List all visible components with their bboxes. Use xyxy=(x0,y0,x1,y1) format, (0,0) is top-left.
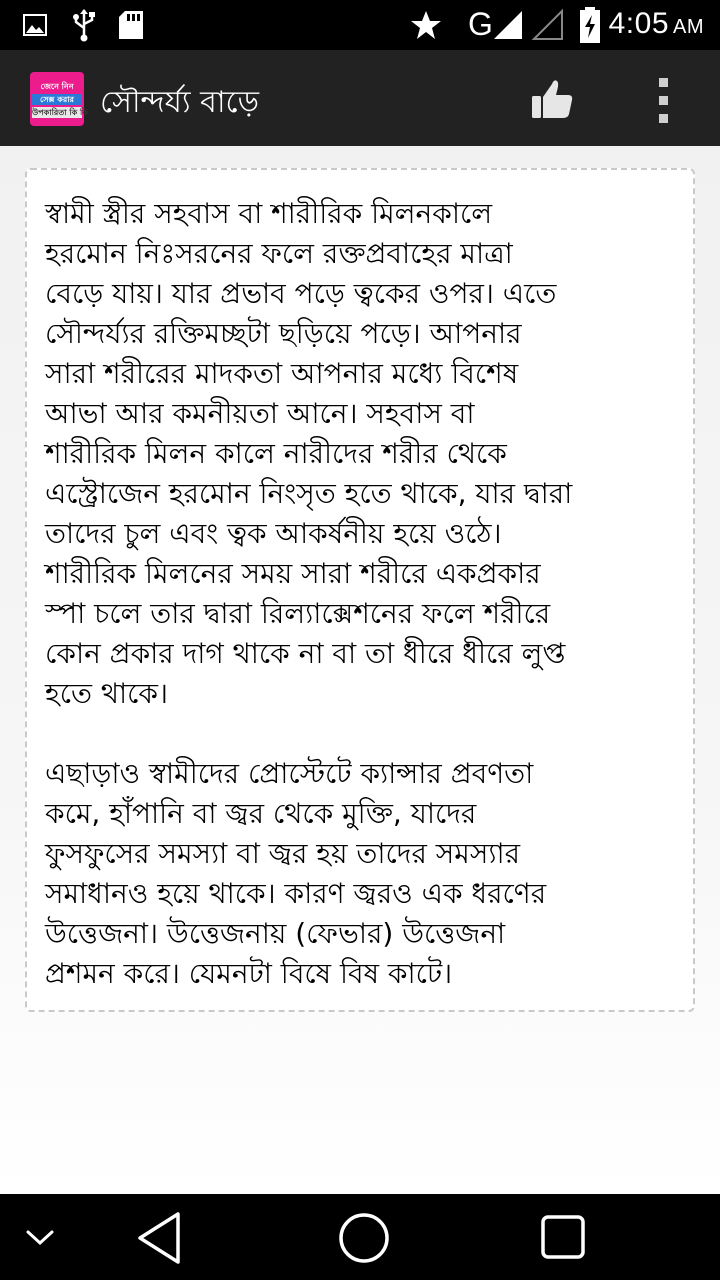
clock-time: 4:05 xyxy=(608,7,669,40)
app-icon-line-1: জেনে নিন xyxy=(32,81,82,92)
paragraph-1-line: সৌন্দর্য্যর রক্তিমচ্ছটা ছড়িয়ে পড়ে। আপনার xyxy=(45,317,522,350)
image-notification-icon xyxy=(22,12,48,38)
clock xyxy=(609,7,704,41)
app-icon[interactable] xyxy=(30,72,88,126)
hide-keyboard-chevron-icon[interactable] xyxy=(24,1224,56,1250)
content-area[interactable] xyxy=(0,146,720,1194)
navigation-bar xyxy=(0,1194,720,1280)
article-paragraph-1 xyxy=(45,194,679,714)
recents-square-icon[interactable] xyxy=(538,1212,588,1262)
star-icon xyxy=(410,9,442,41)
paragraph-1-line: তাদের চুল এবং ত্বক আকর্ষনীয় হয়ে ওঠে। xyxy=(45,517,502,550)
back-triangle-icon[interactable] xyxy=(134,1210,186,1266)
clock-ampm: AM xyxy=(673,16,704,38)
overflow-menu-icon[interactable] xyxy=(650,76,678,126)
network-type-label: G xyxy=(468,6,493,42)
article-paragraph-2 xyxy=(45,754,679,994)
paragraph-1-line: বেড়ে যায়। যার প্রভাব পড়ে ত্বকের ওপর। এতে xyxy=(45,277,557,310)
paragraph-1-line: আভা আর কমনীয়তা আনে। সহবাস বা xyxy=(45,397,475,430)
paragraph-1-line: কোন প্রকার দাগ থাকে না বা তা ধীরে ধীরে লুপ্ত xyxy=(45,637,566,670)
status-bar xyxy=(0,0,720,50)
signal-icon xyxy=(492,10,524,40)
action-bar xyxy=(0,50,720,146)
sd-card-icon xyxy=(118,10,144,40)
thumbs-up-icon[interactable] xyxy=(528,76,576,124)
paragraph-2-line: সমাধানও হয়ে থাকে। কারণ জ্বরও এক ধরণের xyxy=(45,877,547,910)
home-circle-icon[interactable] xyxy=(336,1210,392,1266)
paragraph-1-line: শারীরিক মিলনের সময় সারা শরীরে একপ্রকার xyxy=(45,557,541,590)
paragraph-1-line: এস্ট্রোজেন হরমোন নিংসৃত হতে থাকে, যার দ্বারা xyxy=(45,477,573,510)
paragraph-2-line: ফুসফুসের সমস্যা বা জ্বর হয় তাদের সমস্যার xyxy=(45,837,520,870)
paragraph-1-line: স্বামী স্ত্রীর সহবাস বা শারীরিক মিলনকালে xyxy=(45,197,493,230)
app-icon-line-2: সেক্স করার xyxy=(32,94,82,105)
paragraph-1-line: হরমোন নিঃসরনের ফলে রক্তপ্রবাহের মাত্রা xyxy=(45,237,513,270)
page-title: সৌন্দর্য্য বাড়ে xyxy=(100,85,260,120)
paragraph-1-line: স্পা চলে তার দ্বারা রিল্যাক্সেশনের ফলে শরীরে xyxy=(45,597,551,630)
battery-charging-icon xyxy=(578,6,602,44)
app-icon-line-3: উপকারিতা কি কি xyxy=(32,107,88,117)
article-card xyxy=(25,168,695,1012)
paragraph-2-line: প্রশমন করে। যেমনটা বিষে বিষ কাটে। xyxy=(45,957,453,990)
paragraph-1-line: হতে থাকে। xyxy=(45,677,168,710)
paragraph-1-line: সারা শরীরের মাদকতা আপনার মধ্যে বিশেষ xyxy=(45,357,519,390)
paragraph-2-line: এছাড়াও স্বামীদের প্রোস্টেটে ক্যান্সার প্রবণতা xyxy=(45,757,534,790)
paragraph-2-line: কমে, হাঁপানি বা জ্বর থেকে মুক্তি, যাদের xyxy=(45,797,477,830)
paragraph-2-line: উত্তেজনা। উত্তেজনায় (ফেভার) উত্তেজনা xyxy=(45,917,506,950)
paragraph-1-line: শারীরিক মিলন কালে নারীদের শরীর থেকে xyxy=(45,437,507,470)
signal-icon-2 xyxy=(532,10,564,40)
usb-icon xyxy=(70,8,98,42)
